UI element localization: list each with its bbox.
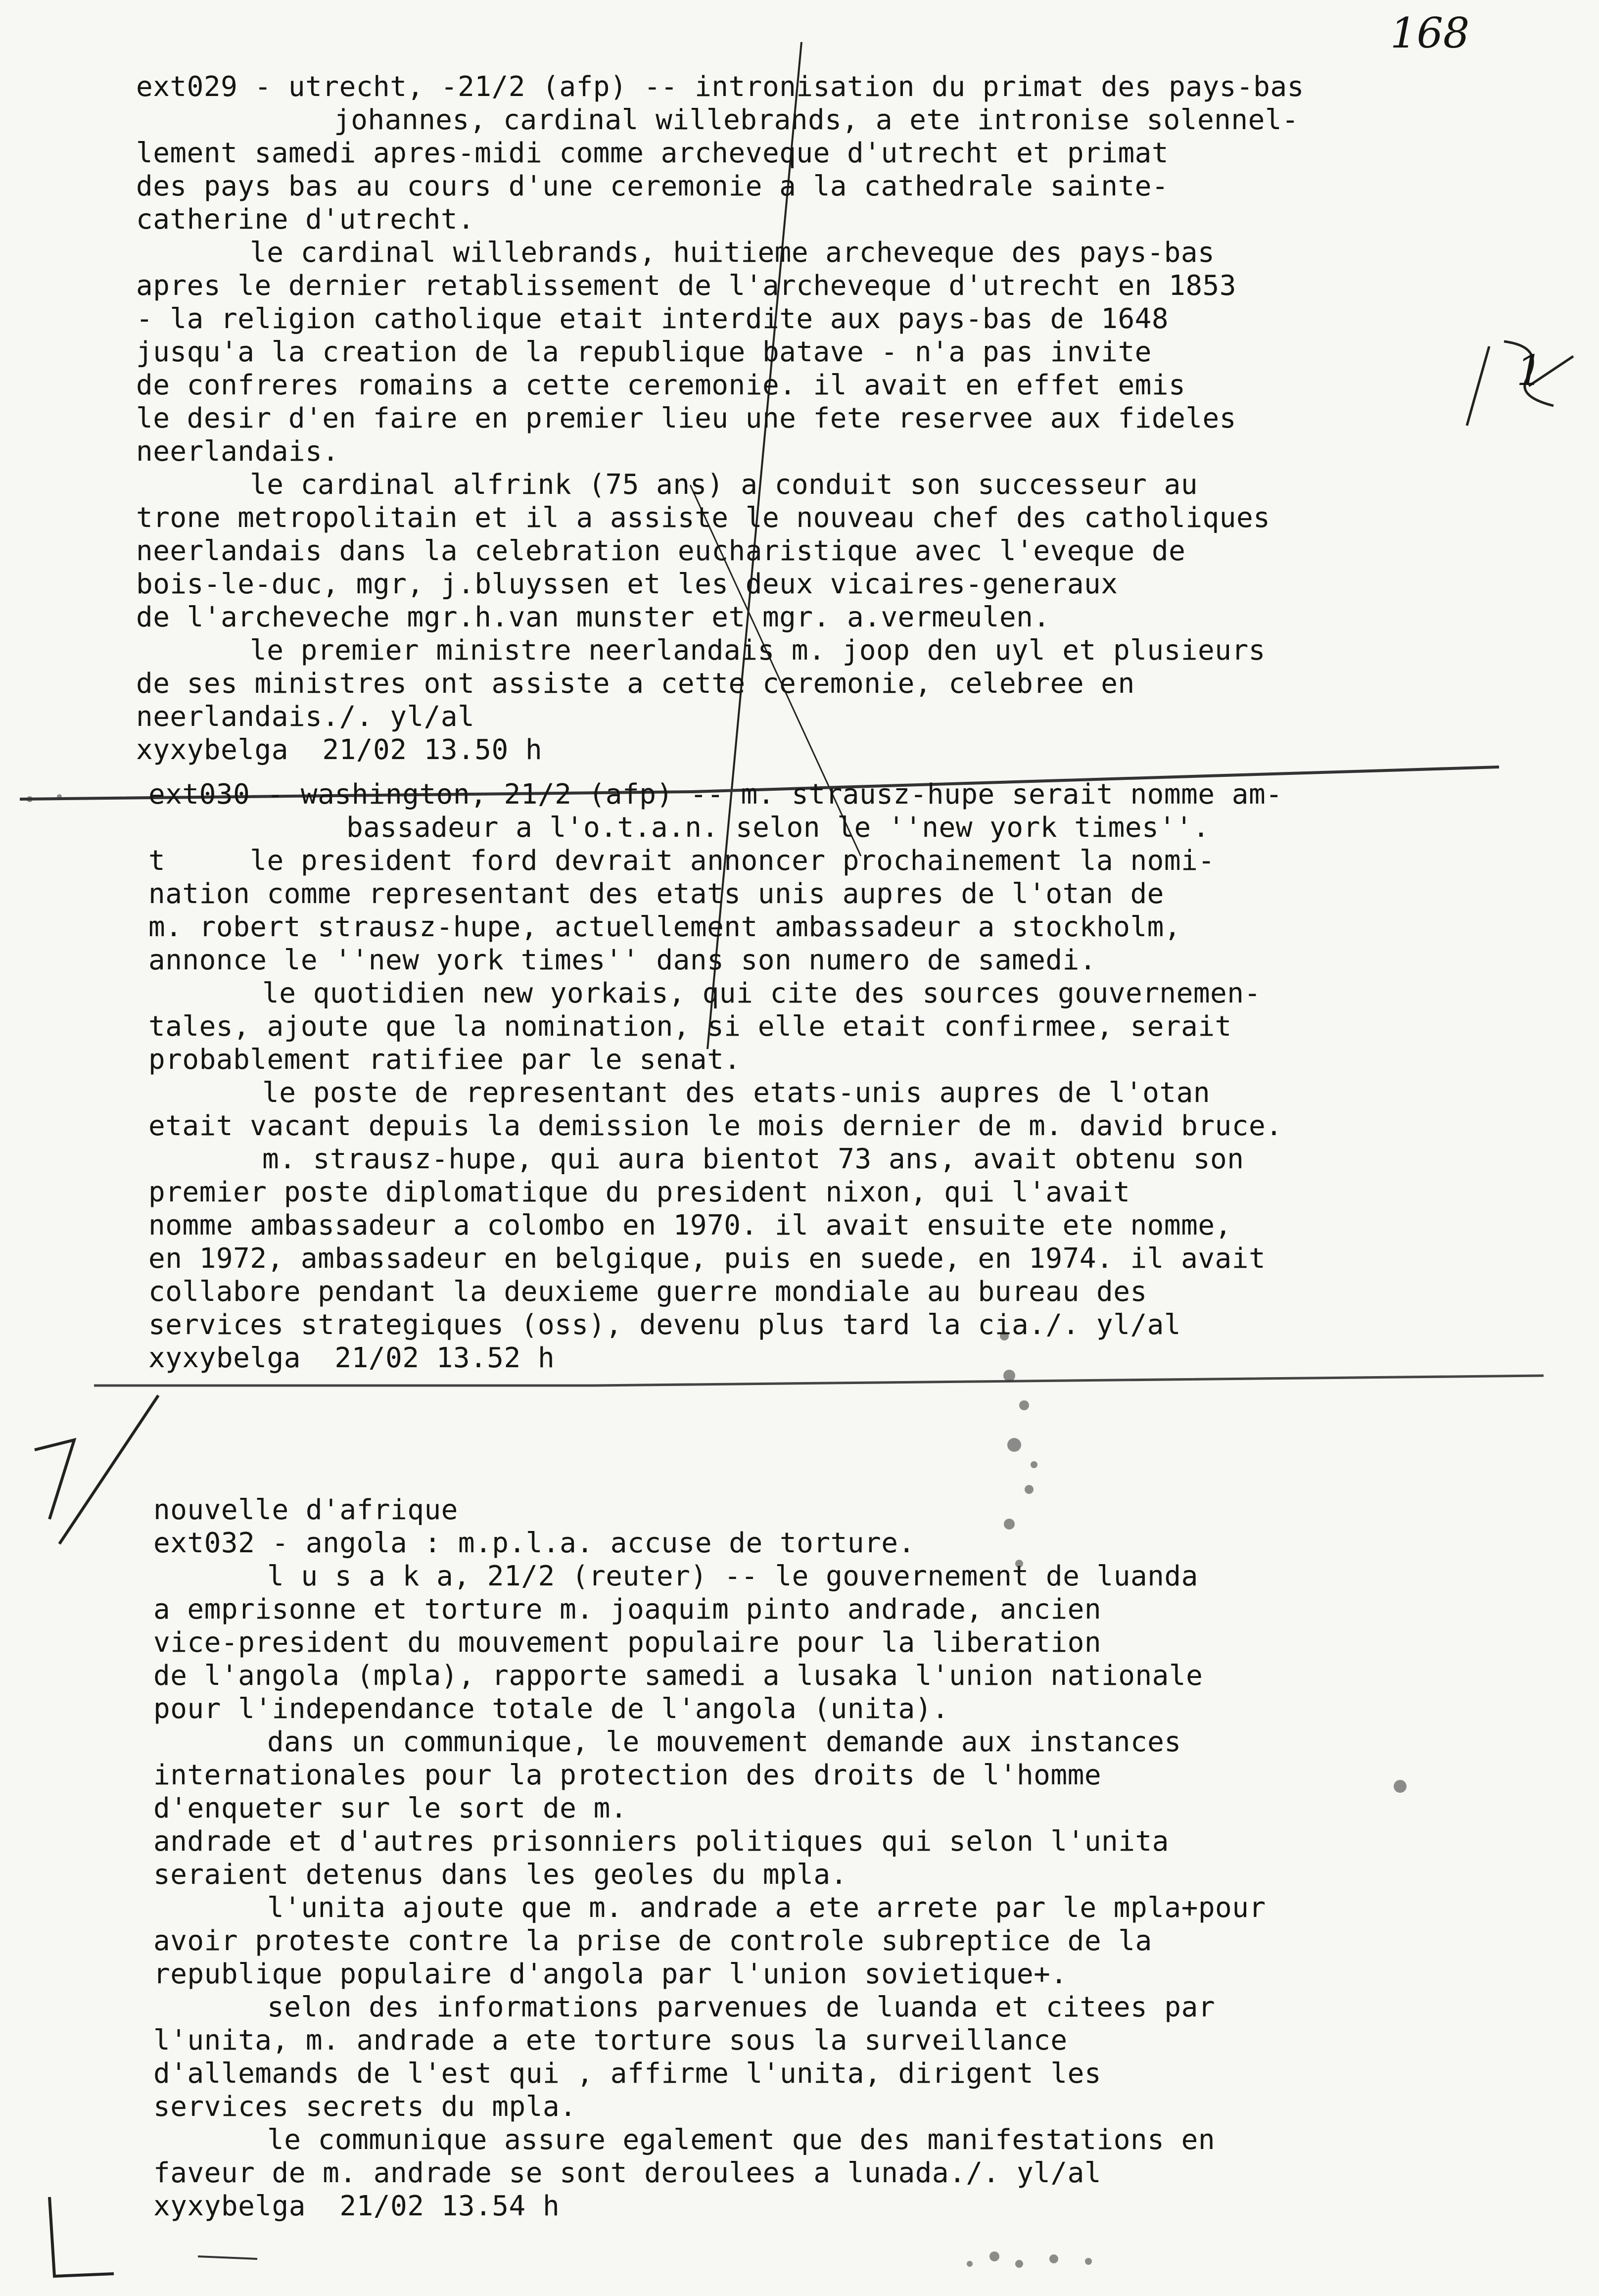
text-line: l'unita, m. andrade a ete torture sous la surveillance	[153, 2024, 1068, 2057]
text-line: de l'archeveche mgr.h.van munster et mgr. a.vermeulen.	[136, 601, 1050, 633]
margin-slash	[59, 1395, 158, 1544]
story-header-line: ext030 - washington, 21/2 (afp) -- m. strausz-hupe serait nomme am-	[148, 778, 1283, 811]
dateline-footer: xyxybelga 21/02 13.52 h	[148, 1342, 555, 1374]
section-heading: nouvelle d'afrique	[153, 1494, 458, 1526]
text-line: a emprisonne et torture m. joaquim pinto andrade, ancien	[153, 1593, 1102, 1626]
text-line: le communique assure egalement que des manifestations en	[267, 2124, 1216, 2156]
text-line: lement samedi apres-midi comme archeveque d'utrecht et primat	[136, 137, 1169, 169]
text-line: des pays bas au cours d'une ceremonie a la cathedrale sainte-	[136, 170, 1169, 202]
text-line: bassadeur a l'o.t.a.n. selon le ''new york times''.	[346, 812, 1210, 844]
text-line: d'allemands de l'est qui , affirme l'unita, dirigent les	[153, 2057, 1102, 2090]
text-line: apres le dernier retablissement de l'archeveque d'utrecht en 1853	[136, 270, 1236, 302]
text-line: neerlandais./. yl/al	[136, 701, 475, 733]
text-line: seraient detenus dans les geoles du mpla.	[153, 1859, 847, 1891]
story-ext029	[136, 70, 1304, 766]
story-ext032	[153, 1493, 1266, 2223]
text-line: annonce le ''new york times'' dans son numero de samedi.	[148, 944, 1097, 976]
text-line: selon des informations parvenues de luanda et citees par	[267, 1991, 1216, 2023]
text-line: etait vacant depuis la demission le mois dernier de m. david bruce.	[148, 1110, 1283, 1142]
text-line: m. robert strausz-hupe, actuellement ambassadeur a stockholm,	[148, 911, 1181, 943]
text-line: de ses ministres ont assiste a cette ceremonie, celebree en	[136, 668, 1135, 700]
text-line: republique populaire d'angola par l'union sovietique+.	[153, 1958, 1068, 1990]
dateline-footer: xyxybelga 21/02 13.50 h	[136, 734, 543, 766]
text-line: services strategiques (oss), devenu plus tard la cia./. yl/al	[148, 1309, 1181, 1341]
text-line: johannes, cardinal willebrands, a ete intronise solennel-	[334, 104, 1299, 136]
text-line: le desir d'en faire en premier lieu une fete reservee aux fideles	[136, 402, 1236, 434]
text-line: le cardinal alfrink (75 ans) a conduit son successeur au	[250, 469, 1198, 501]
separator-line-2	[94, 1376, 1544, 1386]
story-header-line: ext029 - utrecht, -21/2 (afp) -- intronisation du primat des pays-bas	[136, 71, 1304, 103]
margin-bracket-bottom	[49, 2197, 114, 2276]
text-line: catherine d'utrecht.	[136, 203, 475, 236]
text-line: neerlandais dans la celebration eucharistique avec l'eveque de	[136, 535, 1186, 567]
bottom-dash	[198, 2256, 257, 2259]
text-line: - la religion catholique etait interdite aux pays-bas de 1648	[136, 303, 1169, 335]
text-line: premier poste diplomatique du president nixon, qui l'avait	[148, 1176, 1130, 1208]
text-line: faveur de m. andrade se sont deroulees a lunada./. yl/al	[153, 2157, 1102, 2189]
text-line: m. strausz-hupe, qui aura bientot 73 ans, avait obtenu son	[262, 1143, 1244, 1175]
text-line: de confreres romains a cette ceremonie. il avait en effet emis	[136, 369, 1186, 401]
text-line: dans un communique, le mouvement demande aux instances	[267, 1726, 1181, 1758]
text-line: nation comme representant des etats unis aupres de l'otan de	[148, 878, 1164, 910]
text-line: tales, ajoute que la nomination, si elle etait confirmee, serait	[148, 1010, 1232, 1043]
text-line: probablement ratifiee par le senat.	[148, 1044, 741, 1076]
page-number: 168	[1390, 9, 1470, 57]
text-line: d'enqueter sur le sort de m.	[153, 1792, 628, 1824]
text-line: nomme ambassadeur a colombo en 1970. il avait ensuite ete nomme,	[148, 1209, 1232, 1242]
dateline-footer: xyxybelga 21/02 13.54 h	[153, 2190, 560, 2222]
story-header-line: ext032 - angola : m.p.l.a. accuse de torture.	[153, 1527, 915, 1559]
text-line: le poste de representant des etats-unis aupres de l'otan	[262, 1077, 1211, 1109]
story-ext030	[148, 778, 1282, 1375]
text-line: vice-president du mouvement populaire pour la liberation	[153, 1626, 1102, 1659]
text-line: collabore pendant la deuxieme guerre mondiale au bureau des	[148, 1276, 1147, 1308]
margin-bracket-top	[35, 1440, 74, 1519]
text-line: neerlandais.	[136, 435, 339, 468]
text-line: internationales pour la protection des droits de l'homme	[153, 1759, 1102, 1791]
text-line: jusqu'a la creation de la republique batave - n'a pas invite	[136, 336, 1152, 368]
text-line: le cardinal willebrands, huitieme archeveque des pays-bas	[250, 237, 1215, 269]
text-line: l'unita ajoute que m. andrade a ete arrete par le mpla+pour	[267, 1892, 1266, 1924]
text-line: bois-le-duc, mgr, j.bluyssen et les deux vicaires-generaux	[136, 568, 1118, 600]
text-line: t le president ford devrait annoncer prochainement la nomi-	[148, 845, 1215, 877]
text-line: trone metropolitain et il a assiste le nouveau chef des catholiques	[136, 502, 1270, 534]
text-line: de l'angola (mpla), rapporte samedi a lusaka l'union nationale	[153, 1660, 1203, 1692]
text-line: en 1972, ambassadeur en belgique, puis en suede, en 1974. il avait	[148, 1243, 1266, 1275]
text-line: andrade et d'autres prisonniers politiques qui selon l'unita	[153, 1825, 1169, 1858]
margin-note: 1	[1516, 346, 1543, 395]
text-line: services secrets du mpla.	[153, 2091, 577, 2123]
text-line: l u s a k a, 21/2 (reuter) -- le gouvernement de luanda	[267, 1560, 1198, 1592]
text-line: avoir proteste contre la prise de controle subreptice de la	[153, 1925, 1152, 1957]
text-line: le quotidien new yorkais, qui cite des sources gouvernemen-	[262, 977, 1261, 1009]
text-line: pour l'independance totale de l'angola (unita).	[153, 1693, 949, 1725]
text-line: le premier ministre neerlandais m. joop den uyl et plusieurs	[250, 634, 1266, 667]
